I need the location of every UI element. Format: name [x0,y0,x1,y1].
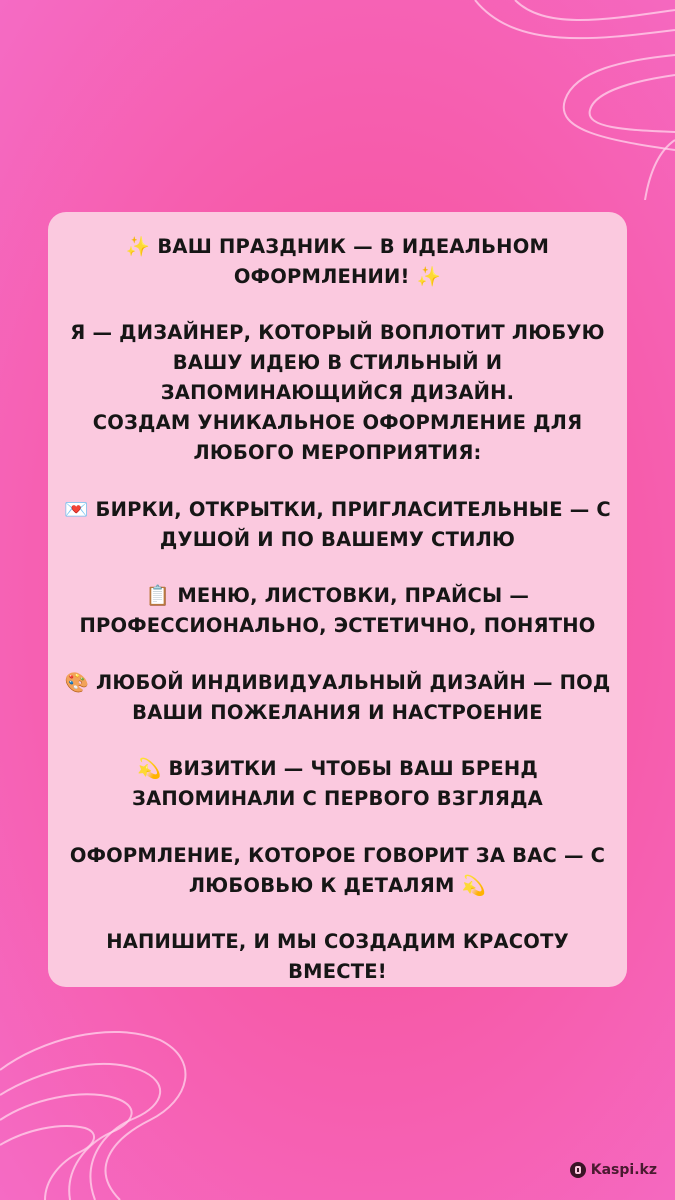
intro-line-1: Я — ДИЗАЙНЕР, КОТОРЫЙ ВОПЛОТИТ ЛЮБУЮ [70,321,605,345]
item4-line-1: 💫 ВИЗИТКИ — ЧТОБЫ ВАШ БРЕНД [137,757,538,781]
service-item-business-cards [132,754,543,814]
service-item-tags [64,495,611,555]
item3-line-1: 🎨 ЛЮБОЙ ИНДИВИДУАЛЬНЫЙ ДИЗАЙН — ПОД [64,670,611,694]
card-title [126,232,549,292]
item2-line-1: 📋 МЕНЮ, ЛИСТОВКИ, ПРАЙСЫ — [145,584,530,608]
intro-line-5: ЛЮБОГО МЕРОПРИЯТИЯ: [193,441,482,465]
item1-line-1: 💌 БИРКИ, ОТКРЫТКИ, ПРИГЛАСИТЕЛЬНЫЕ — С [64,497,611,521]
kaspi-watermark [570,1162,657,1178]
card-closing [70,841,605,901]
intro-line-4: СОЗДАМ УНИКАЛЬНОЕ ОФОРМЛЕНИЕ ДЛЯ [92,411,583,435]
service-item-custom-design [64,668,610,728]
item2-line-2: ПРОФЕССИОНАЛЬНО, ЭСТЕТИЧНО, ПОНЯТНО [79,614,596,638]
info-card [48,212,627,987]
card-intro [70,318,605,468]
service-item-menus [79,581,595,641]
kaspi-logo-icon [570,1162,586,1178]
intro-line-3: ЗАПОМИНАЮЩИЙСЯ ДИЗАЙН. [160,381,515,405]
call-to-action: НАПИШИТЕ, И МЫ СОЗДАДИМ КРАСОТУ ВМЕСТЕ! [106,929,569,983]
title-line-1: ✨ ВАШ ПРАЗДНИК — В ИДЕАЛЬНОМ [125,235,550,258]
item3-line-2: ВАШИ ПОЖЕЛАНИЯ И НАСТРОЕНИЕ [132,700,543,724]
intro-line-2: ВАШУ ИДЕЮ В СТИЛЬНЫЙ И [172,351,503,375]
decorative-lines-bottom-left [0,980,260,1200]
brand-name: Kaspi.kz [590,1162,657,1178]
item1-line-2: ДУШОЙ И ПО ВАШЕМУ СТИЛЮ [159,527,516,551]
title-line-2: ОФОРМЛЕНИИ! ✨ [233,265,442,288]
closing-line-1: ОФОРМЛЕНИЕ, КОТОРОЕ ГОВОРИТ ЗА ВАС — С [69,843,606,867]
decorative-lines-top-right [455,0,675,200]
item4-line-2: ЗАПОМИНАЛИ С ПЕРВОГО ВЗГЛЯДА [132,787,543,811]
closing-line-2: ЛЮБОВЬЮ К ДЕТАЛЯМ 💫 [188,873,487,897]
